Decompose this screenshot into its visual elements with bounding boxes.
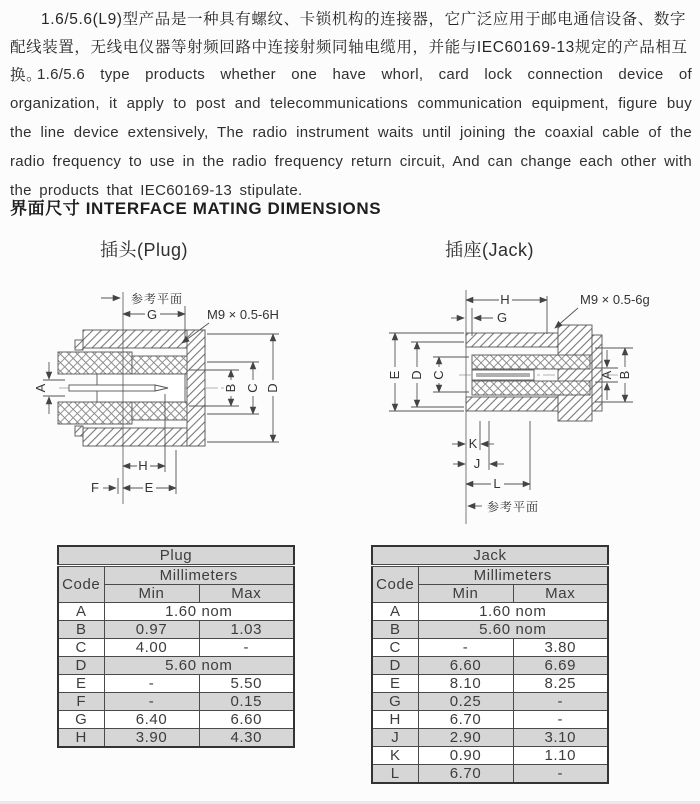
dim-label-g: G — [496, 310, 508, 325]
table-row — [372, 675, 608, 693]
max-cell: 6.60 — [199, 711, 294, 729]
min-cell: 6.40 — [104, 711, 199, 729]
code-cell: L — [372, 765, 418, 784]
max-cell: 3.80 — [513, 639, 608, 657]
dim-label-h: H — [500, 292, 510, 307]
table-row — [58, 639, 294, 657]
code-cell: A — [372, 603, 418, 621]
dim-label-a: A — [599, 370, 614, 380]
dim-label-h: H — [138, 458, 148, 473]
plug-diagram-title: 插头(Plug) — [100, 240, 189, 260]
plug-diagram — [35, 282, 345, 537]
table-row — [372, 546, 608, 566]
dim-label-g: G — [146, 307, 158, 322]
col-header-code: Code — [372, 566, 418, 603]
min-cell: 4.00 — [104, 639, 199, 657]
dim-label-f: F — [91, 480, 99, 495]
section-heading-zh: 界面尺寸 — [10, 199, 81, 218]
min-cell: - — [104, 693, 199, 711]
max-cell: 4.30 — [199, 729, 294, 748]
min-cell: - — [418, 639, 513, 657]
table-row — [58, 546, 294, 566]
intro-paragraph-en: 1.6/5.6 type products whether one have whorl, card lock connection device of organization, it apply to post and telecommunications communication equipment, figure buy the line device extensively, The radio instrument waits until joining the coaxial cable of the radio frequency to use in the radio frequency return circuit, And can change each other with the products that IEC60169-13 stipulate. — [10, 66, 692, 199]
plug-center-pin — [69, 385, 155, 391]
min-cell: 0.90 — [418, 747, 513, 765]
dim-label-d: D — [409, 370, 424, 380]
code-cell: A — [58, 603, 104, 621]
min-cell: 6.70 — [418, 765, 513, 784]
max-cell: 5.50 — [199, 675, 294, 693]
code-cell: B — [58, 621, 104, 639]
max-cell: - — [513, 693, 608, 711]
max-cell: 1.10 — [513, 747, 608, 765]
min-cell: - — [104, 675, 199, 693]
table-row — [372, 729, 608, 747]
table-row — [58, 603, 294, 621]
table-row — [58, 566, 294, 585]
code-cell: E — [372, 675, 418, 693]
col-header-unit: Millimeters — [104, 566, 294, 585]
code-cell: E — [58, 675, 104, 693]
intro-paragraph-zh: 1.6/5.6(L9)型产品是一种具有螺纹、卡锁机构的连接器，它广泛应用于邮电通信设备、数字配线装置，无线电仪器等射频回路中连接射频同轴电缆用，并能与IEC60169-13规定的产品相互换。 — [10, 11, 688, 84]
jack-diagram — [375, 278, 700, 537]
code-cell: C — [372, 639, 418, 657]
dim-label-j: J — [473, 456, 481, 471]
min-cell: 6.70 — [418, 711, 513, 729]
value-cell: 5.60 nom — [104, 657, 294, 675]
table-row — [58, 675, 294, 693]
max-cell: 6.69 — [513, 657, 608, 675]
table-row — [372, 603, 608, 621]
jack-table — [371, 545, 609, 784]
plug-ref-plane-label: 参考平面 — [131, 292, 184, 306]
max-cell: - — [199, 639, 294, 657]
min-cell: 0.25 — [418, 693, 513, 711]
plug-table — [57, 545, 295, 748]
table-row — [372, 765, 608, 784]
table-row — [58, 729, 294, 748]
jack-thread-label: M9 × 0.5-6g — [580, 292, 650, 307]
table-row — [372, 639, 608, 657]
table-row — [372, 621, 608, 639]
code-cell: G — [58, 711, 104, 729]
code-cell: K — [372, 747, 418, 765]
code-cell: H — [372, 711, 418, 729]
value-cell: 5.60 nom — [418, 621, 608, 639]
min-cell: 6.60 — [418, 657, 513, 675]
col-header-max: Max — [199, 585, 294, 603]
code-cell: C — [58, 639, 104, 657]
dim-label-c: C — [431, 370, 446, 380]
table-row — [372, 747, 608, 765]
code-cell: D — [372, 657, 418, 675]
min-cell: 8.10 — [418, 675, 513, 693]
table-row — [372, 693, 608, 711]
plug-body-section — [58, 330, 237, 446]
dim-label-e: E — [144, 480, 154, 495]
code-cell: F — [58, 693, 104, 711]
code-cell: J — [372, 729, 418, 747]
col-header-max: Max — [513, 585, 608, 603]
code-cell: B — [372, 621, 418, 639]
table-row — [372, 711, 608, 729]
max-cell: - — [513, 711, 608, 729]
code-cell: H — [58, 729, 104, 748]
table-row — [58, 711, 294, 729]
section-heading — [10, 194, 381, 219]
col-header-min: Min — [104, 585, 199, 603]
col-header-unit: Millimeters — [418, 566, 608, 585]
table-row — [58, 693, 294, 711]
table-title: Plug — [58, 546, 294, 566]
plug-thread-label: M9 × 0.5-6H — [207, 307, 279, 322]
max-cell: 8.25 — [513, 675, 608, 693]
jack-diagram-title: 插座(Jack) — [445, 240, 534, 260]
dim-label-e: E — [387, 370, 402, 380]
code-cell: D — [58, 657, 104, 675]
table-row — [58, 621, 294, 639]
section-heading-en: INTERFACE MATING DIMENSIONS — [85, 199, 382, 218]
col-header-code: Code — [58, 566, 104, 603]
min-cell: 0.97 — [104, 621, 199, 639]
code-cell: G — [372, 693, 418, 711]
max-cell: 1.03 — [199, 621, 294, 639]
table-row — [372, 566, 608, 585]
dim-label-c: C — [245, 383, 260, 393]
dim-label-l: L — [493, 476, 501, 491]
max-cell: - — [513, 765, 608, 784]
table-row — [372, 657, 608, 675]
value-cell: 1.60 nom — [418, 603, 608, 621]
value-cell: 1.60 nom — [104, 603, 294, 621]
max-cell: 0.15 — [199, 693, 294, 711]
dim-label-b: B — [617, 370, 632, 380]
min-cell: 3.90 — [104, 729, 199, 748]
dim-label-k: K — [468, 436, 478, 451]
max-cell: 3.10 — [513, 729, 608, 747]
table-title: Jack — [372, 546, 608, 566]
table-row — [58, 657, 294, 675]
dim-label-d: D — [265, 383, 280, 393]
dim-label-b: B — [223, 383, 238, 393]
dim-label-a: A — [33, 383, 48, 393]
jack-ref-plane-label: 参考平面 — [487, 500, 540, 514]
col-header-min: Min — [418, 585, 513, 603]
min-cell: 2.90 — [418, 729, 513, 747]
